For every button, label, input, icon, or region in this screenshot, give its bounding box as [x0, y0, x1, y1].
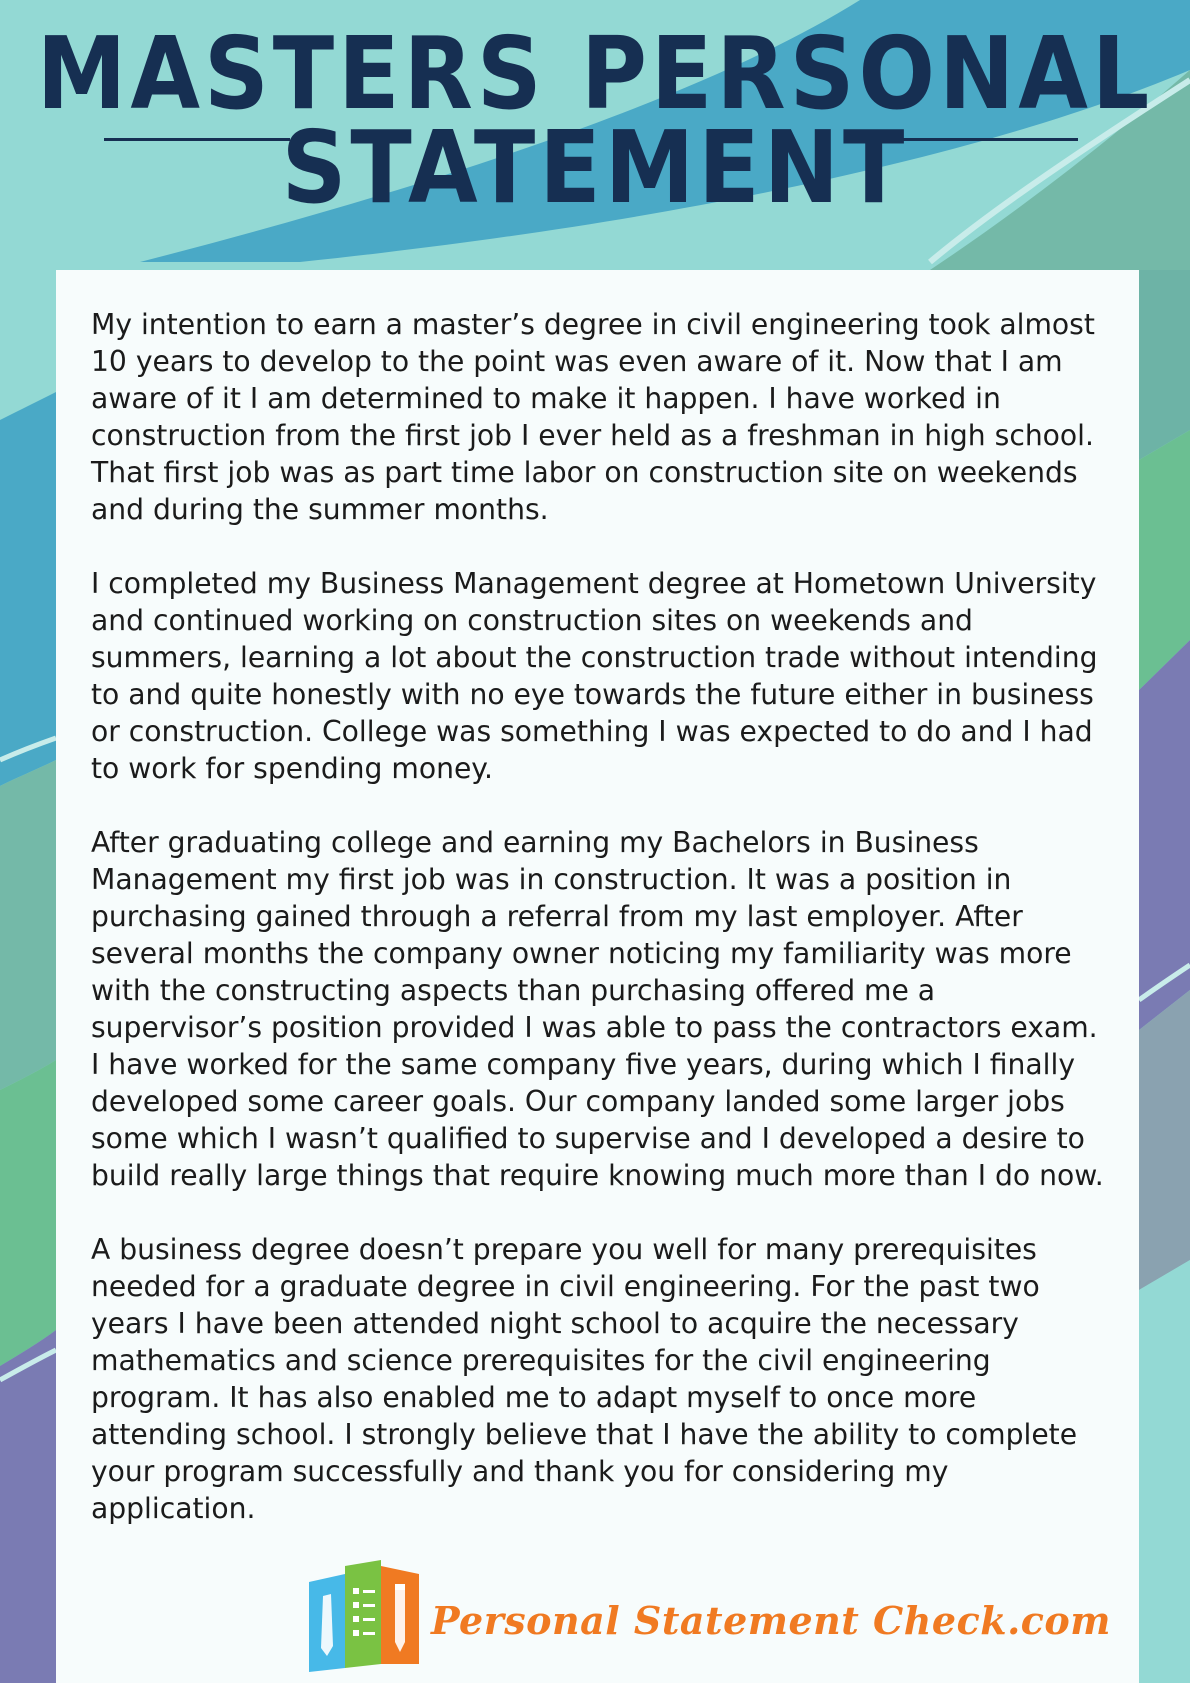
- page-title-line-2: STATEMENT: [281, 109, 909, 226]
- logo-text: Personal Statement Check.com: [431, 1598, 1111, 1643]
- paragraph-3: After graduating college and earning my Bachelors in Business Management my first job was in construction. It was a position in purchasing gained through a referral from my last employer. After several months the company owner noticing my familiarity was more with the constructing aspects than purchasing offered me a supervisor’s position provided I was able to pass the contractors exam. I have worked for the same company five years, during which I finally developed some career goals. Our company landed some larger jobs some which I wasn’t qualified to supervise and I developed a desire to build really large things that require knowing much more than I do now.: [91, 826, 1104, 1192]
- statement-body: [91, 306, 1141, 1564]
- paragraph-4: A business degree doesn’t prepare you well for many prerequisites needed for a graduate degree in civil engineering. For the past two years I have been attended night school to acquire the necessary mathematics and science prerequisites for the civil engineering program. It has also enabled me to adapt myself to once more attending school. I strongly believe that I have the ability to complete your program successfully and thank you for considering my application.: [91, 1233, 1078, 1525]
- paragraph-2: I completed my Business Management degree at Hometown University and continued working on construction sites on weekends and summers, learning a lot about the construction trade without intending to and quite honestly with no eye towards the future either in business or construction. College was something I was expected to do and I had to work for spending money.: [91, 567, 1098, 785]
- header: [0, 0, 1190, 262]
- books-pencil-icon: [307, 1560, 427, 1675]
- page-title-line-1: MASTERS PERSONAL: [36, 15, 1154, 132]
- site-logo[interactable]: [307, 1560, 1111, 1675]
- paragraph-1: My intention to earn a master’s degree in civil engineering took almost 10 years to develop to the point was even aware of it. Now that I am aware of it I am determined to make it happen. I have worked in construction from the first job I ever held as a freshman in high school. That first job was as part time labor on construction site on weekends and during the summer months.: [91, 308, 1095, 526]
